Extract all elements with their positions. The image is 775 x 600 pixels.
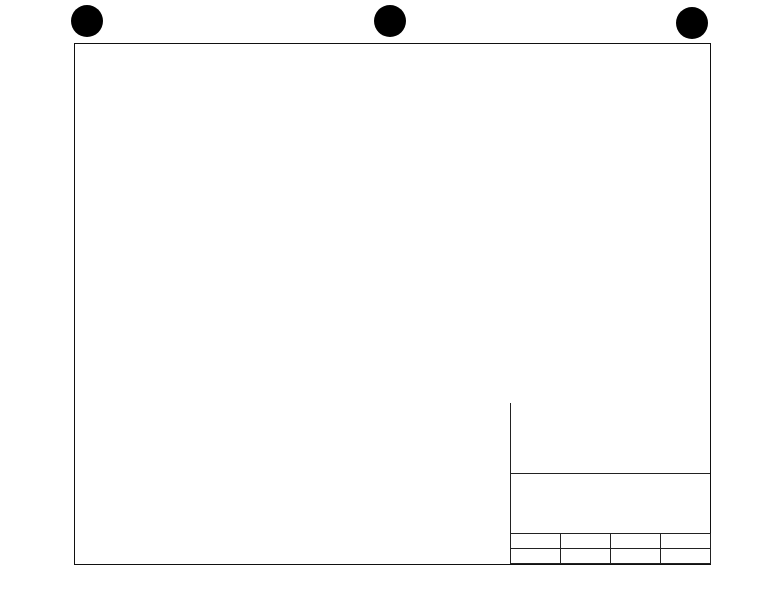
date-value xyxy=(611,549,661,564)
job-header xyxy=(661,534,711,549)
drawn-value xyxy=(511,549,561,564)
approved-value xyxy=(561,549,611,564)
company-block xyxy=(510,403,710,473)
approved-header xyxy=(561,534,611,549)
drawn-header xyxy=(511,534,561,549)
date-header xyxy=(611,534,661,549)
signoff-table xyxy=(510,533,711,564)
job-value xyxy=(661,549,711,564)
consultant-block xyxy=(510,473,710,533)
